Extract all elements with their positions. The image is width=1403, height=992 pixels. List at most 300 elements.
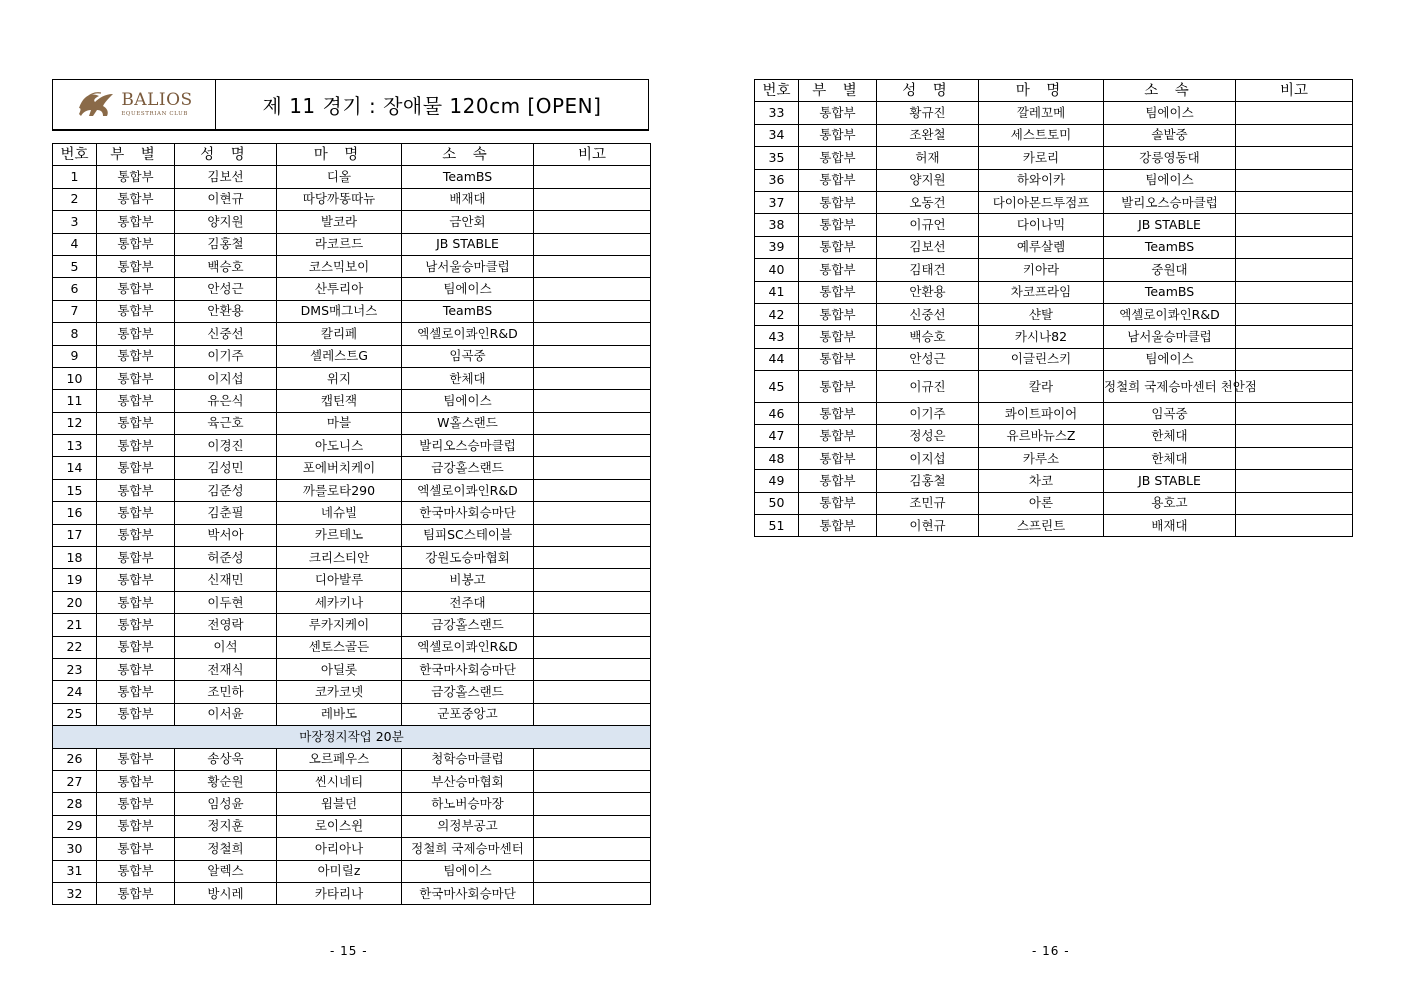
cell-division: 통합부 bbox=[799, 326, 877, 348]
cell-remarks bbox=[1236, 147, 1353, 169]
cell-rider: 이지섭 bbox=[175, 367, 277, 389]
cell-division: 통합부 bbox=[799, 147, 877, 169]
cell-affiliation: 정철희 국제승마센터 bbox=[402, 838, 534, 860]
cell-affiliation: 군포중앙고 bbox=[402, 703, 534, 725]
cell-affiliation: 청학승마클럽 bbox=[402, 748, 534, 770]
entries-table-left bbox=[52, 143, 651, 905]
cell-affiliation: 배재대 bbox=[1104, 515, 1236, 537]
cell-number: 29 bbox=[53, 815, 97, 837]
cell-remarks bbox=[1236, 470, 1353, 492]
cell-horse: 차코 bbox=[979, 470, 1104, 492]
cell-rider: 김춘필 bbox=[175, 502, 277, 524]
cell-affiliation: 팀에이스 bbox=[1104, 169, 1236, 191]
col-header-horse: 마 명 bbox=[277, 144, 402, 166]
cell-division: 통합부 bbox=[97, 658, 175, 680]
cell-division: 통합부 bbox=[97, 479, 175, 501]
cell-horse: 다이아몬드투점프 bbox=[979, 191, 1104, 213]
cell-rider: 전영락 bbox=[175, 614, 277, 636]
cell-rider: 신재민 bbox=[175, 569, 277, 591]
cell-rider: 양지원 bbox=[877, 169, 979, 191]
cell-number: 26 bbox=[53, 748, 97, 770]
cell-division: 통합부 bbox=[97, 166, 175, 188]
cell-division: 통합부 bbox=[799, 169, 877, 191]
table-row bbox=[755, 124, 1353, 146]
col-header-remarks: 비고 bbox=[534, 144, 651, 166]
cell-affiliation: 한체대 bbox=[1104, 447, 1236, 469]
table-header-row bbox=[755, 80, 1353, 102]
cell-division: 통합부 bbox=[97, 882, 175, 904]
cell-remarks bbox=[534, 658, 651, 680]
event-title: 제 11 경기 : 장애물 120cm [OPEN] bbox=[262, 94, 602, 118]
cell-horse: 아론 bbox=[979, 492, 1104, 514]
cell-division: 통합부 bbox=[97, 838, 175, 860]
cell-division: 통합부 bbox=[799, 102, 877, 124]
cell-number: 36 bbox=[755, 169, 799, 191]
cell-affiliation: 남서울승마클럽 bbox=[402, 255, 534, 277]
cell-horse: 네슈빌 bbox=[277, 502, 402, 524]
cell-number: 21 bbox=[53, 614, 97, 636]
table-row bbox=[53, 569, 651, 591]
cell-horse: 디올 bbox=[277, 166, 402, 188]
cell-division: 통합부 bbox=[97, 390, 175, 412]
table-row bbox=[755, 515, 1353, 537]
entries-table-right bbox=[754, 79, 1353, 537]
table-row bbox=[755, 303, 1353, 325]
table-row bbox=[755, 425, 1353, 447]
cell-rider: 이경진 bbox=[175, 435, 277, 457]
page-number-left: - 15 - bbox=[330, 944, 368, 958]
cell-affiliation: 금강홀스랜드 bbox=[402, 681, 534, 703]
table-row bbox=[53, 412, 651, 434]
cell-number: 46 bbox=[755, 403, 799, 425]
cell-number: 14 bbox=[53, 457, 97, 479]
cell-remarks bbox=[534, 502, 651, 524]
cell-remarks bbox=[534, 547, 651, 569]
cell-horse: 캡틴잭 bbox=[277, 390, 402, 412]
table-row bbox=[755, 326, 1353, 348]
cell-rider: 김보선 bbox=[175, 166, 277, 188]
cell-division: 통합부 bbox=[799, 191, 877, 213]
table-row bbox=[755, 214, 1353, 236]
cell-rider: 허준성 bbox=[175, 547, 277, 569]
cell-affiliation: 팀피SC스테이블 bbox=[402, 524, 534, 546]
table-row bbox=[53, 188, 651, 210]
table-row bbox=[755, 281, 1353, 303]
cell-division: 통합부 bbox=[97, 211, 175, 233]
table-row bbox=[53, 502, 651, 524]
cell-remarks bbox=[534, 860, 651, 882]
cell-rider: 김홍철 bbox=[175, 233, 277, 255]
table-row bbox=[53, 591, 651, 613]
cell-number: 31 bbox=[53, 860, 97, 882]
cell-number: 15 bbox=[53, 479, 97, 501]
cell-horse: 깔레꼬메 bbox=[979, 102, 1104, 124]
table-row bbox=[53, 211, 651, 233]
cell-remarks bbox=[1236, 492, 1353, 514]
cell-number: 8 bbox=[53, 323, 97, 345]
cell-number: 6 bbox=[53, 278, 97, 300]
cell-affiliation: 한체대 bbox=[1104, 425, 1236, 447]
cell-horse: 아도니스 bbox=[277, 435, 402, 457]
table-row bbox=[53, 345, 651, 367]
cell-remarks bbox=[1236, 236, 1353, 258]
cell-rider: 김보선 bbox=[877, 236, 979, 258]
cell-horse: 차코프라임 bbox=[979, 281, 1104, 303]
table-row bbox=[755, 470, 1353, 492]
cell-division: 통합부 bbox=[799, 371, 877, 403]
cell-number: 28 bbox=[53, 793, 97, 815]
cell-affiliation: 배재대 bbox=[402, 188, 534, 210]
cell-remarks bbox=[534, 591, 651, 613]
right-page bbox=[702, 0, 1403, 992]
cell-horse: 윔블던 bbox=[277, 793, 402, 815]
logo-subtitle: EQUESTRIAN CLUB bbox=[121, 110, 189, 117]
table-row bbox=[53, 457, 651, 479]
cell-horse: 아딜롯 bbox=[277, 658, 402, 680]
cell-number: 13 bbox=[53, 435, 97, 457]
cell-number: 47 bbox=[755, 425, 799, 447]
cell-number: 35 bbox=[755, 147, 799, 169]
cell-number: 44 bbox=[755, 348, 799, 370]
cell-division: 통합부 bbox=[799, 403, 877, 425]
pegasus-logo-icon bbox=[75, 88, 117, 122]
table-row bbox=[53, 547, 651, 569]
table-row bbox=[53, 658, 651, 680]
cell-rider: 이두현 bbox=[175, 591, 277, 613]
cell-remarks bbox=[534, 367, 651, 389]
cell-remarks bbox=[1236, 191, 1353, 213]
cell-horse: 발코라 bbox=[277, 211, 402, 233]
cell-number: 5 bbox=[53, 255, 97, 277]
cell-remarks bbox=[534, 233, 651, 255]
cell-number: 1 bbox=[53, 166, 97, 188]
cell-affiliation: 금안회 bbox=[402, 211, 534, 233]
cell-division: 통합부 bbox=[799, 236, 877, 258]
cell-remarks bbox=[534, 278, 651, 300]
cell-horse: 위지 bbox=[277, 367, 402, 389]
cell-horse: 콰이트파이어 bbox=[979, 403, 1104, 425]
cell-division: 통합부 bbox=[97, 345, 175, 367]
cell-rider: 알렉스 bbox=[175, 860, 277, 882]
cell-number: 25 bbox=[53, 703, 97, 725]
cell-division: 통합부 bbox=[97, 748, 175, 770]
table-row bbox=[755, 403, 1353, 425]
table-row bbox=[755, 102, 1353, 124]
cell-remarks bbox=[534, 815, 651, 837]
cell-horse: 코스믹보이 bbox=[277, 255, 402, 277]
cell-number: 2 bbox=[53, 188, 97, 210]
cell-rider: 안환용 bbox=[877, 281, 979, 303]
table-row bbox=[53, 278, 651, 300]
cell-affiliation: 용호고 bbox=[1104, 492, 1236, 514]
cell-division: 통합부 bbox=[97, 793, 175, 815]
col-header-number: 번호 bbox=[755, 80, 799, 102]
table-row bbox=[53, 815, 651, 837]
cell-affiliation: W홀스랜드 bbox=[402, 412, 534, 434]
table-row bbox=[53, 367, 651, 389]
cell-affiliation: 하노버승마장 bbox=[402, 793, 534, 815]
cell-division: 통합부 bbox=[97, 278, 175, 300]
cell-rider: 이규진 bbox=[877, 371, 979, 403]
cell-division: 통합부 bbox=[97, 233, 175, 255]
cell-remarks bbox=[534, 703, 651, 725]
cell-horse: 코카코넷 bbox=[277, 681, 402, 703]
cell-affiliation: 엑셀로이콰인R&D bbox=[402, 323, 534, 345]
col-header-number: 번호 bbox=[53, 144, 97, 166]
cell-division: 통합부 bbox=[97, 591, 175, 613]
cell-rider: 이규언 bbox=[877, 214, 979, 236]
cell-division: 통합부 bbox=[799, 515, 877, 537]
cell-horse: 까를로타290 bbox=[277, 479, 402, 501]
cell-horse: 세스트토미 bbox=[979, 124, 1104, 146]
cell-number: 23 bbox=[53, 658, 97, 680]
cell-remarks bbox=[534, 390, 651, 412]
cell-affiliation: JB STABLE bbox=[402, 233, 534, 255]
cell-rider: 송상욱 bbox=[175, 748, 277, 770]
break-label: 마장정지작업 20분 bbox=[53, 726, 651, 748]
cell-rider: 안성근 bbox=[175, 278, 277, 300]
cell-remarks bbox=[534, 636, 651, 658]
cell-horse: 스프린트 bbox=[979, 515, 1104, 537]
cell-affiliation: 비봉고 bbox=[402, 569, 534, 591]
cell-rider: 이현규 bbox=[175, 188, 277, 210]
table-row bbox=[53, 390, 651, 412]
cell-affiliation: 팀에이스 bbox=[402, 390, 534, 412]
cell-affiliation: 한국마사회승마단 bbox=[402, 882, 534, 904]
cell-remarks bbox=[1236, 303, 1353, 325]
cell-rider: 신중선 bbox=[877, 303, 979, 325]
cell-rider: 이지섭 bbox=[877, 447, 979, 469]
col-header-division: 부 별 bbox=[97, 144, 175, 166]
cell-affiliation: 팀에이스 bbox=[1104, 348, 1236, 370]
cell-remarks bbox=[534, 748, 651, 770]
table-row bbox=[53, 838, 651, 860]
cell-division: 통합부 bbox=[97, 569, 175, 591]
cell-rider: 조민하 bbox=[175, 681, 277, 703]
cell-remarks bbox=[534, 770, 651, 792]
cell-rider: 이석 bbox=[175, 636, 277, 658]
cell-horse: 세카키나 bbox=[277, 591, 402, 613]
cell-rider: 양지원 bbox=[175, 211, 277, 233]
cell-division: 통합부 bbox=[799, 124, 877, 146]
cell-horse: 카로리 bbox=[979, 147, 1104, 169]
cell-rider: 백승호 bbox=[877, 326, 979, 348]
table-row bbox=[755, 447, 1353, 469]
cell-rider: 오동건 bbox=[877, 191, 979, 213]
cell-remarks bbox=[534, 479, 651, 501]
table-row bbox=[755, 236, 1353, 258]
cell-horse: 루카지케이 bbox=[277, 614, 402, 636]
cell-remarks bbox=[1236, 515, 1353, 537]
break-row bbox=[53, 726, 651, 748]
cell-horse: 디아발루 bbox=[277, 569, 402, 591]
cell-horse: 유르바뉴스Z bbox=[979, 425, 1104, 447]
col-header-affiliation: 소 속 bbox=[1104, 80, 1236, 102]
cell-number: 43 bbox=[755, 326, 799, 348]
cell-remarks bbox=[534, 614, 651, 636]
cell-division: 통합부 bbox=[97, 636, 175, 658]
cell-horse: 셀레스트G bbox=[277, 345, 402, 367]
table-row bbox=[53, 255, 651, 277]
cell-affiliation: 중원대 bbox=[1104, 259, 1236, 281]
cell-remarks bbox=[1236, 326, 1353, 348]
cell-affiliation: 금강홀스랜드 bbox=[402, 614, 534, 636]
cell-rider: 김태건 bbox=[877, 259, 979, 281]
cell-remarks bbox=[1236, 425, 1353, 447]
cell-division: 통합부 bbox=[97, 502, 175, 524]
cell-remarks bbox=[534, 435, 651, 457]
cell-division: 통합부 bbox=[799, 348, 877, 370]
cell-remarks bbox=[534, 211, 651, 233]
cell-remarks bbox=[534, 412, 651, 434]
cell-remarks bbox=[534, 300, 651, 322]
cell-rider: 이현규 bbox=[877, 515, 979, 537]
cell-number: 51 bbox=[755, 515, 799, 537]
cell-affiliation: 부산승마협회 bbox=[402, 770, 534, 792]
logo-name: BALIOS bbox=[121, 89, 193, 110]
table-row bbox=[53, 793, 651, 815]
cell-division: 통합부 bbox=[97, 300, 175, 322]
cell-division: 통합부 bbox=[97, 524, 175, 546]
cell-affiliation: 강릉영동대 bbox=[1104, 147, 1236, 169]
cell-horse: 센토스골든 bbox=[277, 636, 402, 658]
table-row bbox=[53, 770, 651, 792]
cell-affiliation: 발리오스승마클럽 bbox=[402, 435, 534, 457]
cell-division: 통합부 bbox=[97, 255, 175, 277]
cell-division: 통합부 bbox=[799, 470, 877, 492]
cell-remarks bbox=[534, 793, 651, 815]
cell-horse: 칼라 bbox=[979, 371, 1104, 403]
cell-rider: 정성은 bbox=[877, 425, 979, 447]
club-logo bbox=[53, 80, 216, 129]
table-row bbox=[53, 300, 651, 322]
cell-rider: 안환용 bbox=[175, 300, 277, 322]
table-row bbox=[755, 259, 1353, 281]
cell-number: 40 bbox=[755, 259, 799, 281]
cell-number: 49 bbox=[755, 470, 799, 492]
cell-division: 통합부 bbox=[97, 815, 175, 837]
col-header-remarks: 비고 bbox=[1236, 80, 1353, 102]
cell-affiliation: 팀에이스 bbox=[1104, 102, 1236, 124]
cell-number: 33 bbox=[755, 102, 799, 124]
cell-number: 17 bbox=[53, 524, 97, 546]
cell-horse: 이글린스키 bbox=[979, 348, 1104, 370]
cell-rider: 김홍철 bbox=[877, 470, 979, 492]
cell-number: 4 bbox=[53, 233, 97, 255]
cell-rider: 신중선 bbox=[175, 323, 277, 345]
cell-number: 30 bbox=[53, 838, 97, 860]
table-row bbox=[53, 233, 651, 255]
cell-division: 통합부 bbox=[97, 770, 175, 792]
table-row bbox=[755, 147, 1353, 169]
cell-division: 통합부 bbox=[97, 614, 175, 636]
col-header-rider: 성 명 bbox=[877, 80, 979, 102]
cell-affiliation: 엑셀로이콰인R&D bbox=[402, 479, 534, 501]
cell-horse: 아리아나 bbox=[277, 838, 402, 860]
cell-affiliation: 팀에이스 bbox=[402, 278, 534, 300]
cell-horse: 레바도 bbox=[277, 703, 402, 725]
cell-number: 22 bbox=[53, 636, 97, 658]
cell-remarks bbox=[534, 569, 651, 591]
cell-number: 27 bbox=[53, 770, 97, 792]
cell-affiliation: 솔밭중 bbox=[1104, 124, 1236, 146]
table-row bbox=[53, 748, 651, 770]
cell-division: 통합부 bbox=[97, 367, 175, 389]
cell-number: 32 bbox=[53, 882, 97, 904]
cell-horse: 마블 bbox=[277, 412, 402, 434]
cell-number: 50 bbox=[755, 492, 799, 514]
cell-remarks bbox=[1236, 169, 1353, 191]
table-row bbox=[755, 371, 1353, 403]
cell-rider: 백승호 bbox=[175, 255, 277, 277]
cell-rider: 김준성 bbox=[175, 479, 277, 501]
cell-rider: 허재 bbox=[877, 147, 979, 169]
cell-number: 3 bbox=[53, 211, 97, 233]
cell-number: 19 bbox=[53, 569, 97, 591]
cell-remarks bbox=[534, 345, 651, 367]
cell-rider: 정철희 bbox=[175, 838, 277, 860]
cell-remarks bbox=[534, 188, 651, 210]
col-header-affiliation: 소 속 bbox=[402, 144, 534, 166]
page-number-right: - 16 - bbox=[1032, 944, 1070, 958]
cell-remarks bbox=[1236, 102, 1353, 124]
cell-division: 통합부 bbox=[97, 457, 175, 479]
cell-division: 통합부 bbox=[97, 703, 175, 725]
table-row bbox=[53, 323, 651, 345]
cell-horse: 씬시네티 bbox=[277, 770, 402, 792]
cell-rider: 황순원 bbox=[175, 770, 277, 792]
cell-horse: DMS매그너스 bbox=[277, 300, 402, 322]
table-row bbox=[755, 191, 1353, 213]
table-row bbox=[53, 614, 651, 636]
cell-division: 통합부 bbox=[799, 259, 877, 281]
cell-horse: 하와이카 bbox=[979, 169, 1104, 191]
cell-horse: 오르페우스 bbox=[277, 748, 402, 770]
cell-horse: 산투리아 bbox=[277, 278, 402, 300]
cell-affiliation: 임곡중 bbox=[402, 345, 534, 367]
cell-number: 48 bbox=[755, 447, 799, 469]
table-row bbox=[53, 703, 651, 725]
cell-remarks bbox=[534, 255, 651, 277]
cell-division: 통합부 bbox=[97, 860, 175, 882]
cell-affiliation: 정철희 국제승마센터 천안점 bbox=[1104, 371, 1236, 403]
cell-division: 통합부 bbox=[97, 435, 175, 457]
cell-remarks bbox=[1236, 403, 1353, 425]
cell-remarks bbox=[534, 882, 651, 904]
cell-affiliation: 한국마사회승마단 bbox=[402, 502, 534, 524]
cell-number: 10 bbox=[53, 367, 97, 389]
table-row bbox=[53, 636, 651, 658]
cell-rider: 황규진 bbox=[877, 102, 979, 124]
cell-horse: 샨탈 bbox=[979, 303, 1104, 325]
cell-number: 42 bbox=[755, 303, 799, 325]
cell-number: 9 bbox=[53, 345, 97, 367]
cell-division: 통합부 bbox=[97, 323, 175, 345]
cell-rider: 육근호 bbox=[175, 412, 277, 434]
table-row bbox=[53, 681, 651, 703]
cell-number: 38 bbox=[755, 214, 799, 236]
cell-number: 37 bbox=[755, 191, 799, 213]
cell-rider: 조민규 bbox=[877, 492, 979, 514]
cell-number: 34 bbox=[755, 124, 799, 146]
cell-horse: 다이나믹 bbox=[979, 214, 1104, 236]
cell-remarks bbox=[534, 457, 651, 479]
cell-rider: 김성민 bbox=[175, 457, 277, 479]
cell-division: 통합부 bbox=[97, 412, 175, 434]
cell-horse: 카시나82 bbox=[979, 326, 1104, 348]
cell-remarks bbox=[1236, 259, 1353, 281]
cell-rider: 방시레 bbox=[175, 882, 277, 904]
